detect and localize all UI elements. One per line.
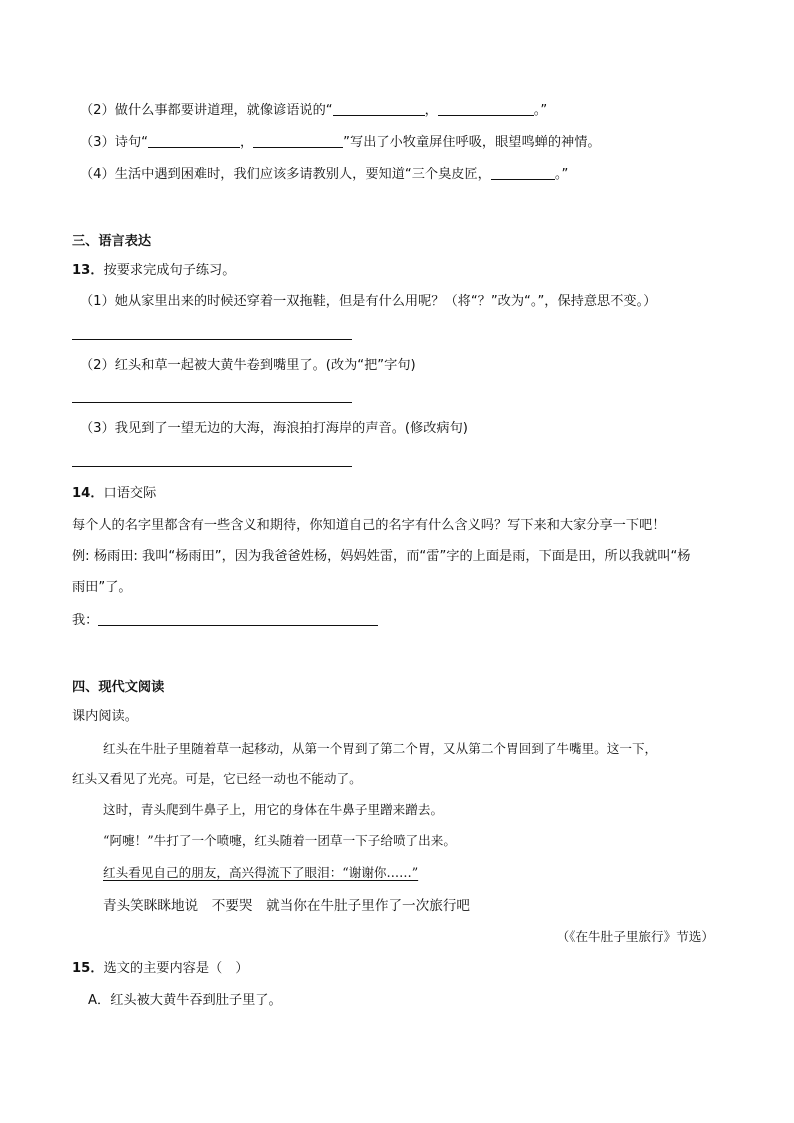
question-15: [72, 960, 249, 978]
section-title: 四、现代文阅读: [72, 680, 165, 695]
question-14: [72, 485, 156, 503]
suffix: ”写出了小牧童屏住呼吸，眼望鸣蝉的神情。: [343, 135, 601, 150]
question-13-item-2: （2）红头和草一起被大黄牛卷到嘴里了。(改为“把”字句): [80, 358, 416, 373]
section-title: 三、语言表达: [72, 234, 152, 249]
suffix: 。”: [533, 103, 548, 118]
answer-blank[interactable]: [98, 611, 378, 626]
fill-question-3-prefix: （3）诗句“: [80, 135, 148, 150]
fill-question-2: [80, 101, 547, 120]
me-label: 我：: [72, 613, 99, 628]
question-13: [72, 262, 235, 280]
passage-paragraph-1-line-2: 红头又看见了光亮。可是，它已经一动也不能动了。: [72, 771, 362, 786]
reading-intro: 课内阅读。: [72, 709, 138, 724]
answer-blank[interactable]: [253, 133, 343, 148]
separator: ，: [424, 103, 438, 118]
question-13-item-1: （1）她从家里出来的时候还穿着一双拖鞋，但是有什么用呢？（将“？”改为“。”，保持意思不变。）: [80, 294, 657, 309]
question-stem: 选文的主要内容是（ ）: [103, 961, 249, 976]
answer-blank[interactable]: [491, 165, 555, 180]
passage-paragraph-5: 青头笑眯眯地说 不要哭 就当你在牛肚子里作了一次旅行吧: [103, 898, 471, 914]
passage-paragraph-2: 这时，青头爬到牛鼻子上，用它的身体在牛鼻子里蹭来蹭去。: [103, 802, 444, 817]
question-13-item-3: （3）我见到了一望无边的大海，海浪拍打海岸的声音。(修改病句): [80, 421, 468, 436]
question-14-me: [72, 611, 378, 630]
suffix: 。”: [554, 167, 569, 182]
fill-question-2-prefix: （2）做什么事都要讲道理，就像谚语说的“: [80, 103, 333, 118]
question-number: 13．: [72, 263, 104, 278]
question-stem: 口语交际: [103, 486, 157, 501]
option-a[interactable]: A．红头被大黄牛吞到肚子里了。: [88, 993, 282, 1008]
fill-question-4-prefix: （4）生活中遇到困难时，我们应该多请教别人，要知道“三个臭皮匠，: [80, 167, 491, 182]
question-number: 15．: [72, 961, 104, 976]
answer-line[interactable]: [72, 466, 352, 467]
separator: ，: [239, 135, 254, 150]
question-14-prompt: 每个人的名字里都含有一些含义和期待，你知道自己的名字有什么含义吗？写下来和大家分享一下吧！: [72, 518, 666, 533]
question-stem: 按要求完成句子练习。: [103, 263, 236, 278]
passage-paragraph-4-underlined: 红头看见自己的朋友，高兴得流下了眼泪：“谢谢你……”: [103, 865, 419, 880]
answer-line[interactable]: [72, 402, 352, 403]
question-number: 14．: [72, 486, 104, 501]
question-14-example-line-1: 例: 杨雨田: 我叫“杨雨田”，因为我爸爸姓杨，妈妈姓雷，而“雷”字的上面是雨，下面是田，所以我就叫“杨: [72, 549, 691, 564]
passage-paragraph-3: “阿嚏！”牛打了一个喷嚏，红头随着一团草一下子给喷了出来。: [103, 833, 456, 848]
answer-line[interactable]: [72, 339, 352, 340]
answer-blank[interactable]: [333, 101, 425, 116]
passage-source: （《在牛肚子里旅行》节选）: [556, 929, 714, 944]
question-14-example-line-2: 雨田”了。: [72, 580, 132, 595]
passage-paragraph-1-line-1: 红头在牛肚子里随着草一起移动，从第一个胃到了第二个胃，又从第二个胃回到了牛嘴里。这一下，: [103, 741, 658, 756]
answer-blank[interactable]: [438, 101, 534, 116]
fill-question-4: [80, 165, 568, 184]
answer-blank[interactable]: [148, 133, 240, 148]
fill-question-3: [80, 133, 601, 152]
